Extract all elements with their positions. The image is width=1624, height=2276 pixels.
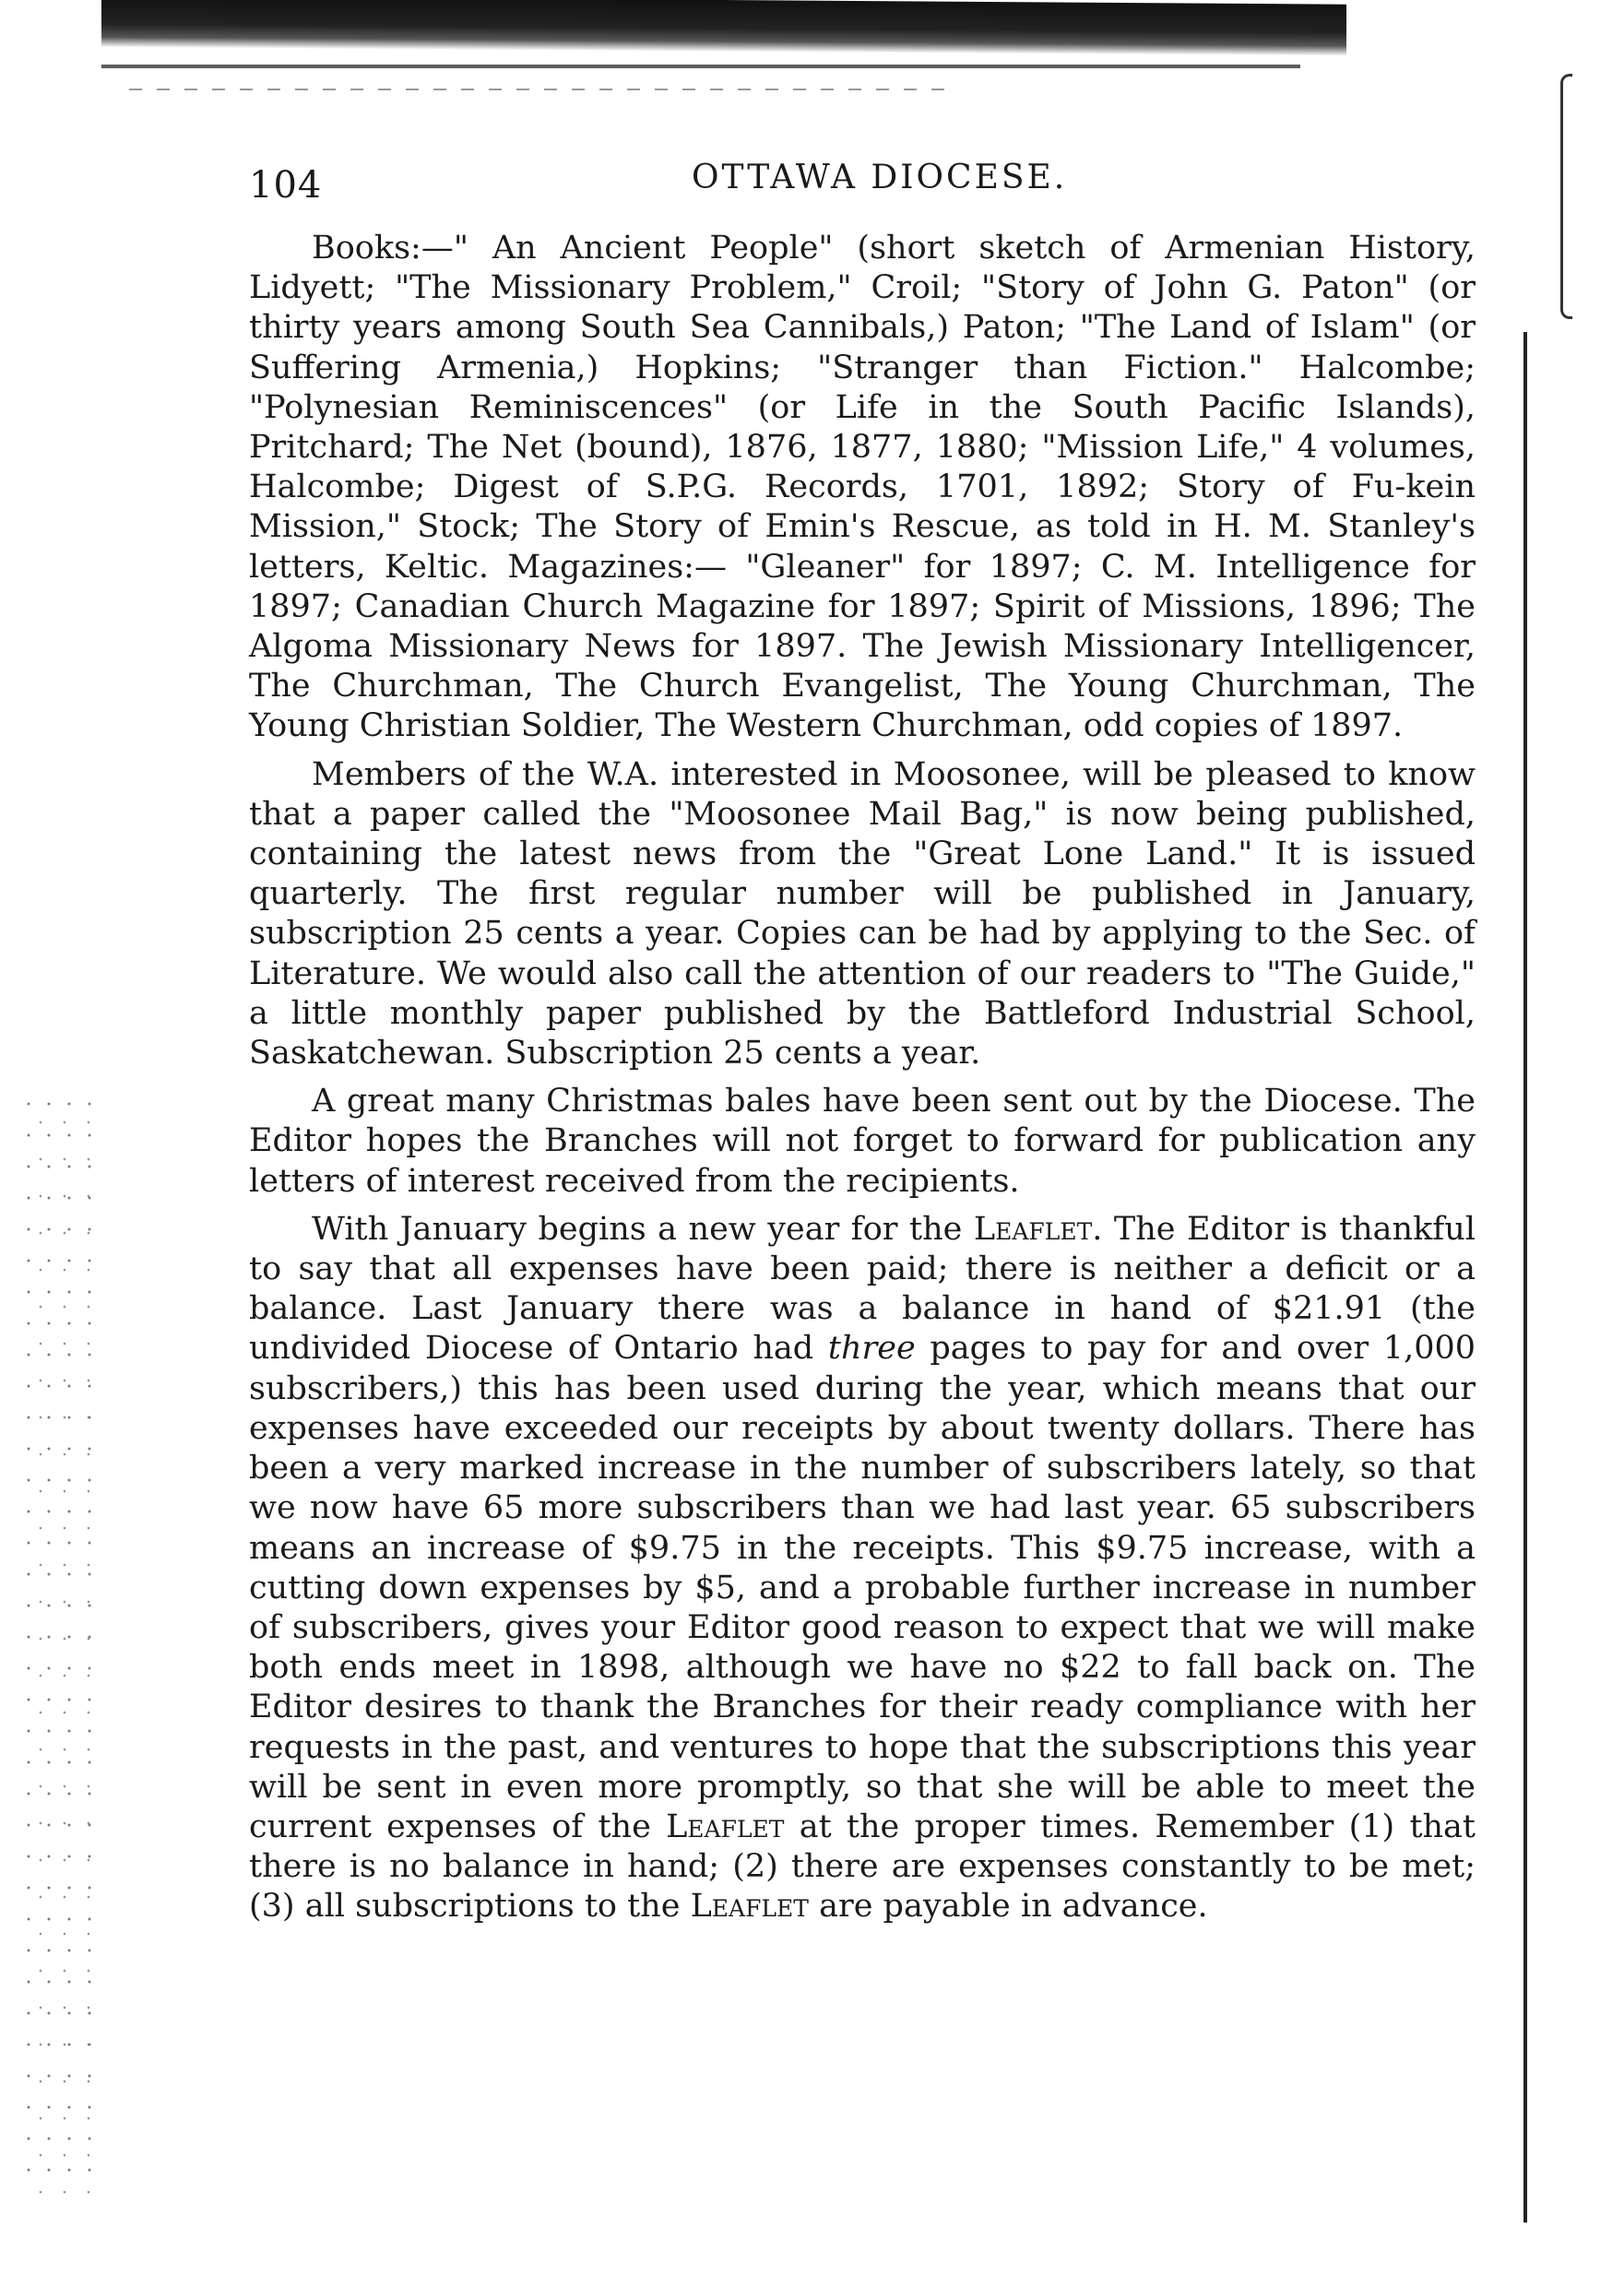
scan-top-band [101, 0, 1346, 56]
leaflet-name: Leaflet [666, 1808, 785, 1845]
emphasis-three: three [827, 1330, 916, 1368]
paragraph-leaflet [249, 1210, 1476, 1927]
leaflet-text-3: pages to pay for and over 1,000 subscribers,) this has been used during the year, which means that our expenses have exceeded our receipts by about twenty dollars. There has been a very marked increase in the number of subscribers lately, so that we now have 65 more subscribers than we had last year. 65 subscribers means an increase of $9.75 in the receipts. This $9.75 increase, with a cutting down expenses by $5, and a probable further increase in number of subscribers, gives your Editor good reason to expect that we will make both ends meet in 1898, although we have no $22 to fall back on. The Editor desires to thank the Branches for their ready compliance with her requests in the past, and ventures to hope that the subscriptions this year will be sent in even more promptly, so that she will be able to meet the current expenses of the [249, 1330, 1476, 1845]
text-body [249, 229, 1476, 1936]
scan-right-bracket [1560, 74, 1572, 319]
paragraph-books: Books:—" An Ancient People" (short sketch of Armenian History, Lidyett; "The Missionary Problem," Croil; "Story of John G. Paton" (or thirty years among South Sea Cannibals,) Paton; "The Land of Islam" (or Suffering Armenia,) Hopkins; "Stranger than Fiction." Halcombe; "Polynesian Reminiscences" (or Life in the South Pacific Islands), Pritchard; The Net (bound), 1876, 1877, 1880; "Mission Life," 4 volumes, Halcombe; Digest of S.P.G. Records, 1701, 1892; Story of Fu-kein Mission," Stock; The Story of Emin's Rescue, as told in H. M. Stanley's letters, Keltic. Magazines:— "Gleaner" for 1897; C. M. Intelligence for 1897; Canadian Church Magazine for 1897; Spirit of Missions, 1896; The Algoma Missionary News for 1897. The Jewish Missionary Intelligencer, The Churchman, The Church Evangelist, The Young Churchman, The Young Christian Soldier, The Western Churchman, odd copies of 1897. [249, 230, 1476, 745]
scan-right-edge [1523, 332, 1527, 2223]
leaflet-text-1: With January begins a new year for the [312, 1210, 974, 1248]
paragraph-moosonee: Members of the W.A. interested in Moosonee, will be pleased to know that a paper called the "Moosonee Mail Bag," is now being published, containing the latest news from the "Great Lone Land." It is issued quarterly. The first regular number will be published in January, subscription 25 cents a year. Copies can be had by applying to the Sec. of Literature. We would also call the attention of our readers to "The Guide," a little monthly paper published by the Battleford Industrial School, Saskatchewan. Subscription 25 cents a year. [249, 755, 1476, 1073]
leaflet-text-2: . The Editor is thankful to say that all expenses have been paid; there is neither a deficit or a balance. Last January there was a balance in hand of $21.91 (the undivided Diocese of Ontario had [249, 1210, 1476, 1368]
scan-left-speckle [18, 1088, 92, 2195]
leaflet-text-5: are payable in advance. [808, 1888, 1208, 1926]
leaflet-name: Leaflet [690, 1888, 809, 1926]
scan-dashed-rule [129, 89, 959, 90]
leaflet-text-4: at the proper times. Remember (1) that there is no balance in hand; (2) there are expenses constantly to be met; (3) all subscriptions to the [249, 1808, 1476, 1926]
scan-top-rule [101, 65, 1300, 68]
running-head: OTTAWA DIOCESE. [692, 159, 1068, 196]
paragraph-christmas-bales: A great many Christmas bales have been sent out by the Diocese. The Editor hopes the Branches will not forget to forward for publication any letters of interest received from the recipients. [249, 1083, 1476, 1200]
page-header [249, 148, 1476, 212]
leaflet-name: Leaflet [973, 1210, 1093, 1248]
page-number: 104 [249, 164, 323, 207]
